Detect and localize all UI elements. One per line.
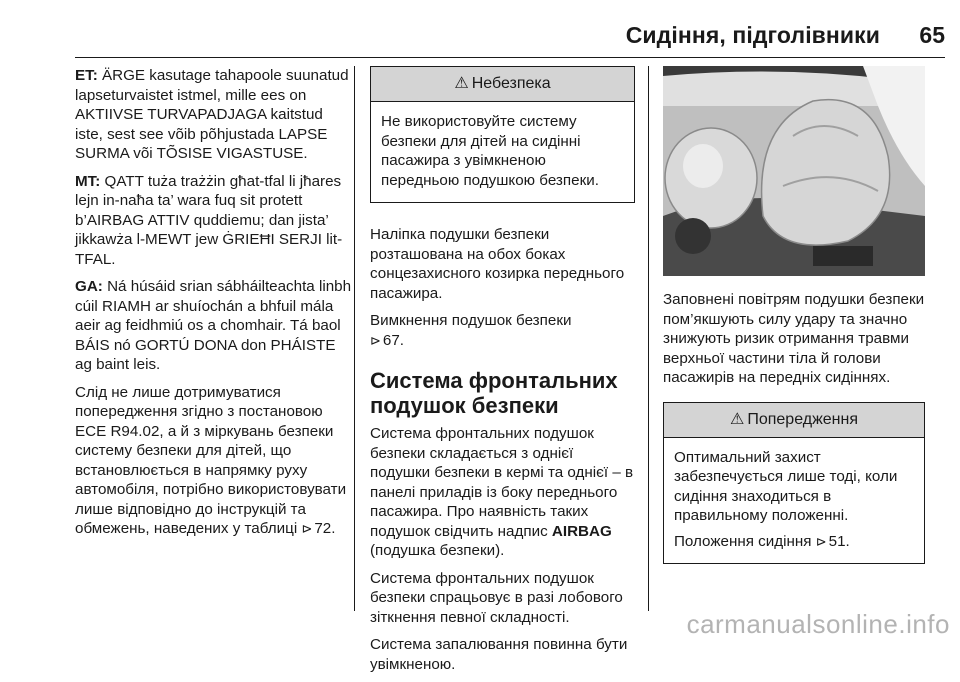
watermark: carmanualsonline.info — [686, 609, 950, 639]
ref-paragraph — [370, 311, 635, 350]
danger-text: Не використовуйте систему безпеки для дітей на сидінні пасажира з увімкненою передньою подушкою безпеки. — [381, 113, 599, 189]
header-rule — [75, 57, 945, 58]
text-ga: Ná húsáid srian sábháilteachta linbh cúil RIAMH ar shuíochán a bhfuil mála aeir ag feidhmiú os a chomhair. Tá baol BÁIS nó GORTÚ DONA don PHÁISTE ag baint leis. — [75, 278, 352, 373]
xref-page-51[interactable]: 51. — [828, 532, 850, 550]
danger-box — [370, 66, 635, 203]
airbag-label: AIRBAG — [551, 522, 612, 540]
paragraph-et — [75, 66, 353, 164]
page-number: 65 — [919, 22, 945, 48]
arrow-ref-icon: ⊳ — [370, 332, 381, 348]
text-mt: QATT tuża trażżin għat-tfal li jħares lejn in-naħa ta’ wara fuq sit protett b’AIRBAG ATTIV quddiemu; dan jista’ jikkawża l-MEWT jew ĠRIEĦI SERJI lit-TFAL. — [75, 172, 343, 268]
warning-box — [663, 402, 925, 565]
danger-box-body — [371, 102, 634, 202]
warning-triangle-icon: ⚠ — [454, 75, 469, 92]
airbag-photo — [663, 66, 925, 276]
lang-lead-mt: MT: — [75, 172, 101, 190]
lang-lead-ga: GA: — [75, 278, 103, 295]
warning-paragraph-1: Оптимальний захист забезпечується лише тоді, коли сидіння знаходиться в правильному положенні. — [674, 448, 898, 524]
ref-text: Вимкнення подушок безпеки — [370, 312, 572, 329]
section-heading: Система фронтальних подушок безпеки — [370, 368, 618, 418]
danger-box-header — [371, 67, 634, 102]
frontal-p1-text: Система фронтальних подушок безпеки складається з однієї подушки безпеки в кермі та однієї – в панелі приладів із боку переднього пасажира. Про наявність таких подушок свідчить надпис — [370, 425, 634, 540]
warning-p2-text: Положення сидіння — [674, 532, 812, 550]
column-divider-1 — [354, 66, 355, 611]
frontal-p1-end: (подушка безпеки). — [370, 542, 505, 559]
warning-triangle-icon: ⚠ — [729, 410, 745, 428]
column-3 — [663, 66, 925, 564]
column-divider-2 — [648, 66, 649, 611]
warning-title: Попередження — [747, 410, 859, 428]
frontal-paragraph-1 — [370, 424, 635, 561]
text-et: ÄRGE kasutage tahapoole suunatud lapseturvaistet istmel, mille ees on AKTIIVSE TURVAPADJAGA kaitstud iste, sest see võib põhjustada LAPSE SURMA või TÕSISE VIGASTUSE. — [75, 67, 349, 162]
photo-caption: Заповнені повітрям подушки безпеки пом’якшують силу удару та значно знижують ризик отримання травми верхньої частини тіла й голови пасажирів на передніх сидіннях. — [663, 291, 925, 386]
paragraph-mt — [75, 172, 353, 270]
xref-page-67[interactable]: 67. — [382, 331, 405, 349]
paragraph-uk — [75, 383, 353, 539]
warning-box-header — [664, 403, 924, 438]
column-2 — [370, 66, 635, 682]
warning-paragraph-2 — [674, 532, 914, 552]
arrow-ref-icon: ⊳ — [815, 533, 827, 549]
header-title: Сидіння, підголівники — [625, 22, 880, 48]
frontal-paragraph-2: Система фронтальних подушок безпеки спрацьовує в разі лобового зіткнення певної складності. — [370, 569, 623, 626]
label-paragraph: Наліпка подушки безпеки розташована на обох боках сонцезахисного козирка переднього пасажира. — [370, 226, 625, 302]
warning-box-body — [664, 438, 924, 564]
paragraph-ga — [75, 277, 353, 375]
column-1 — [75, 66, 353, 547]
lang-lead-et: ET: — [75, 67, 98, 84]
frontal-paragraph-3: Система запалювання повинна бути увімкненою. — [370, 636, 628, 673]
arrow-ref-icon: ⊳ — [301, 521, 313, 536]
danger-title: Небезпека — [471, 75, 551, 92]
xref-table-72[interactable]: 72. — [314, 520, 336, 537]
text-uk: Слід не лише дотримуватися попередження згідно з постановою ECE R94.02, а й з міркувань безпеки систему безпеки для дітей, що встановлюється в напрямку руху автомобіля, потрібно використовувати лише відповідно до інструкцій та обмежень, наведених у таблиці — [75, 383, 347, 537]
